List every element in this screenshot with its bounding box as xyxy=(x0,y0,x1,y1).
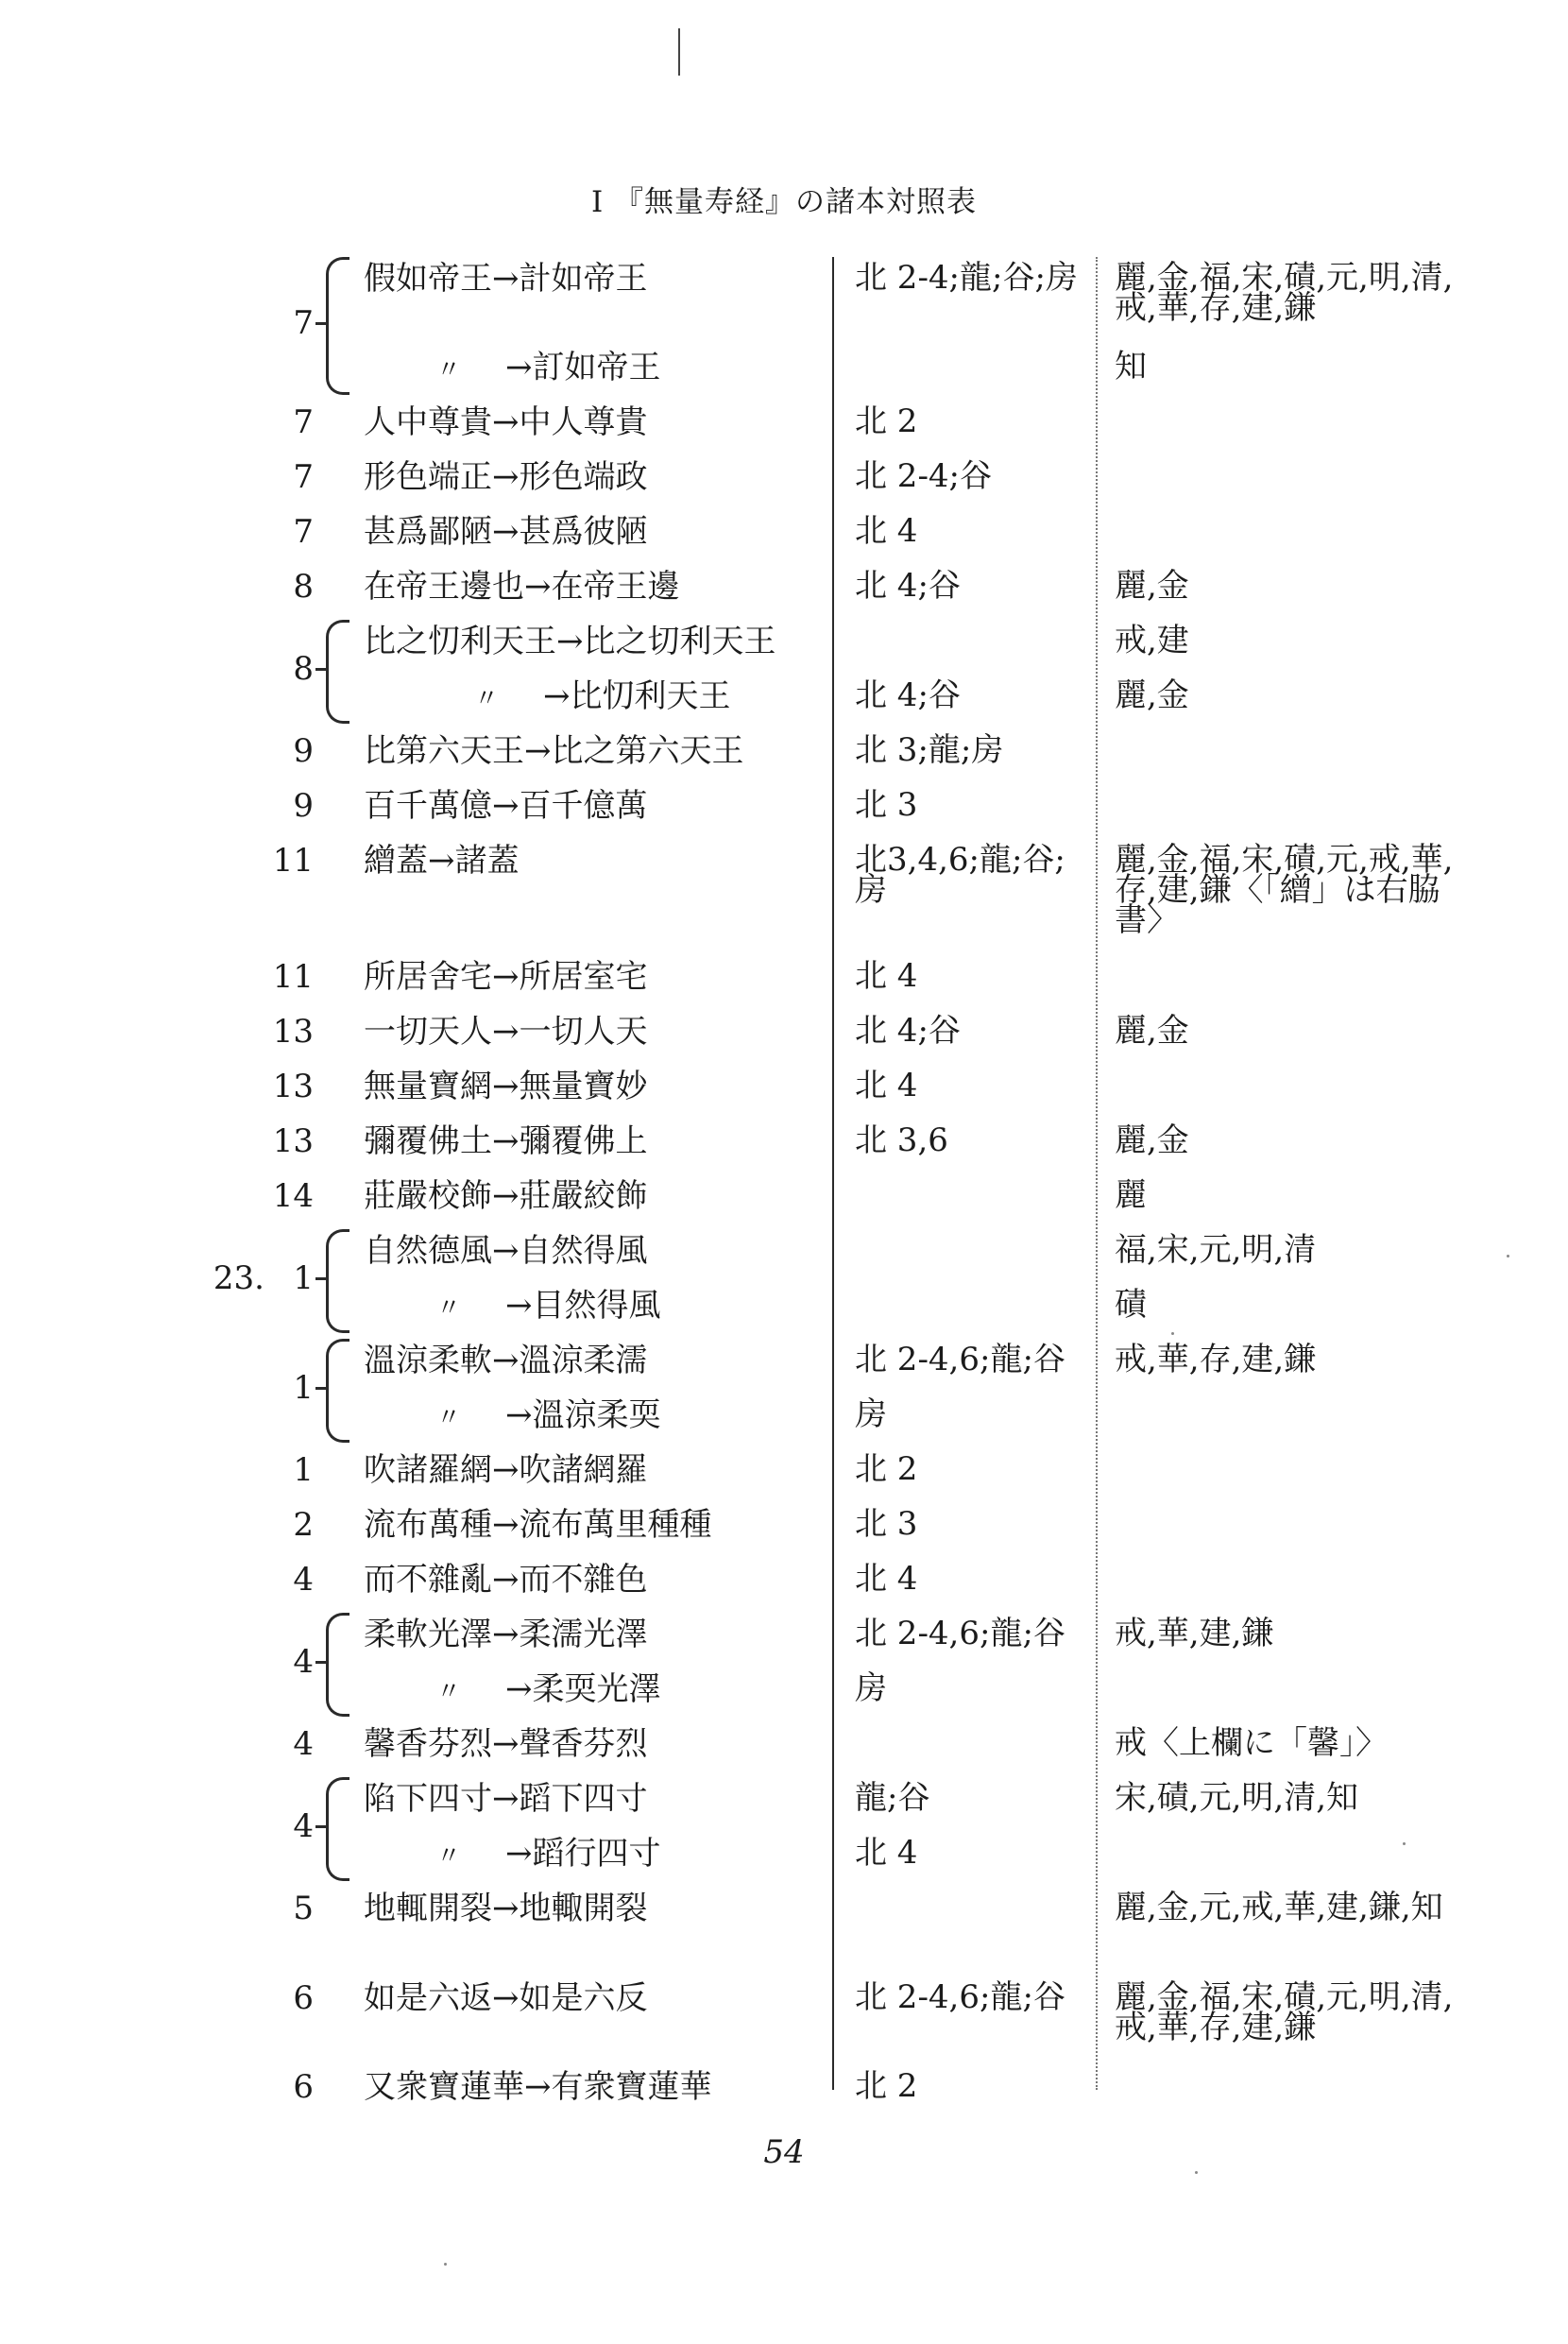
variant-reading: 比第六天王→比之第六天王 xyxy=(364,732,744,770)
manuscript-witnesses: 北 4;谷 xyxy=(855,1012,961,1050)
printed-editions: 宋,磧,元,明,清,知 xyxy=(1115,1779,1359,1817)
variant-text: →柔耎光澤 xyxy=(505,1670,661,1708)
variant-reading: 馨香芬烈→聲香芬烈 xyxy=(364,1725,648,1763)
variant-reading: 甚爲鄙陋→甚爲彼陋 xyxy=(364,513,648,551)
manuscript-witnesses: 北 2 xyxy=(855,402,918,440)
variant-reading: 吹諸羅網→吹諸網羅 xyxy=(364,1451,648,1489)
variant-reading: 彌覆佛土→彌覆佛上 xyxy=(364,1122,648,1160)
manuscript-witnesses: 北 4 xyxy=(855,957,918,995)
line-number: 9 xyxy=(293,787,314,825)
column-rule-dotted xyxy=(1096,257,1098,2090)
variant-reading xyxy=(364,1670,661,1708)
brace-bracket xyxy=(326,1613,349,1717)
paper-speck xyxy=(1195,2171,1198,2174)
brace-point xyxy=(315,1387,329,1390)
variant-reading: 假如帝王→計如帝王 xyxy=(364,260,648,298)
printed-editions: 戒,華,建,鎌 xyxy=(1115,1615,1274,1652)
printed-editions: 麗,金,福,宋,磧,元,戒,華,存,建,鎌〈「繒」は右脇書〉 xyxy=(1115,841,1454,939)
group-line-number: 4 xyxy=(293,1643,314,1681)
variant-reading: 地輒開裂→地輙開裂 xyxy=(364,1890,648,1927)
line-number: 8 xyxy=(293,568,314,606)
column-rule-solid xyxy=(832,257,834,2090)
line-number: 6 xyxy=(293,1979,314,2017)
manuscript-witnesses: 北 3;龍;房 xyxy=(855,731,1004,769)
manuscript-witnesses: 北 2 xyxy=(855,1450,918,1488)
line-number: 9 xyxy=(293,732,314,770)
manuscript-witnesses: 北 4;谷 xyxy=(855,567,961,605)
variant-reading: 又衆寶蓮華→有衆寶蓮華 xyxy=(364,2068,712,2106)
variant-reading: 陷下四寸→蹈下四寸 xyxy=(364,1780,648,1818)
variant-reading: 無量寶網→無量寶妙 xyxy=(364,1068,648,1105)
variant-reading xyxy=(364,1396,661,1434)
brace-bracket xyxy=(326,1777,349,1881)
printed-editions: 麗,金,元,戒,華,建,鎌,知 xyxy=(1115,1889,1443,1926)
ditto-mark: 〃 xyxy=(435,1842,461,1871)
group-line-number: 1 xyxy=(293,1259,314,1297)
brace-bracket xyxy=(326,1229,349,1333)
manuscript-witnesses: 北 2-4,6;龍;谷 xyxy=(855,1978,1065,2016)
line-number: 11 xyxy=(272,842,314,880)
manuscript-witnesses: 北 2-4;龍;谷;房 xyxy=(855,259,1078,297)
printed-editions: 麗 xyxy=(1115,1176,1147,1214)
manuscript-witnesses: 北 2-4,6;龍;谷 xyxy=(855,1341,1065,1378)
line-number: 4 xyxy=(293,1725,314,1763)
running-head: Ⅰ 『無量寿経』の諸本対照表 xyxy=(590,185,978,219)
brace-point xyxy=(315,1661,329,1664)
manuscript-witnesses: 房 xyxy=(855,1395,887,1433)
manuscript-witnesses: 北3,4,6;龍;谷;房 xyxy=(855,841,1065,909)
printed-editions: 知 xyxy=(1115,348,1147,385)
line-number: 13 xyxy=(272,1122,314,1160)
line-number: 14 xyxy=(272,1177,314,1215)
line-number: 6 xyxy=(293,2068,314,2106)
group-line-number: 4 xyxy=(293,1807,314,1845)
brace-bracket xyxy=(326,620,349,724)
variant-reading: 而不雜亂→而不雜色 xyxy=(364,1561,648,1599)
variant-reading: 如是六返→如是六反 xyxy=(364,1979,648,2017)
variant-reading xyxy=(364,1287,661,1325)
manuscript-witnesses: 北 3,6 xyxy=(855,1121,948,1159)
printed-editions: 戒,華,存,建,鎌 xyxy=(1115,1341,1317,1378)
paper-speck xyxy=(1171,1332,1174,1335)
line-number: 13 xyxy=(272,1013,314,1051)
paper-speck xyxy=(444,2263,447,2266)
manuscript-witnesses: 龍;谷 xyxy=(855,1779,930,1817)
line-number: 7 xyxy=(293,513,314,551)
variant-reading: 所居舍宅→所居室宅 xyxy=(364,958,648,996)
variant-text: →比忉利天王 xyxy=(543,677,731,715)
ditto-mark: 〃 xyxy=(473,685,499,713)
variant-reading: 形色端正→形色端政 xyxy=(364,458,648,496)
variant-reading: 流布萬種→流布萬里種種 xyxy=(364,1506,712,1544)
variant-reading: 莊嚴校飾→莊嚴絞飾 xyxy=(364,1177,648,1215)
page-number: 54 xyxy=(763,2133,805,2171)
manuscript-witnesses: 北 4 xyxy=(855,1067,918,1104)
variant-reading: 自然德風→自然得風 xyxy=(364,1232,648,1270)
printed-editions: 麗,金 xyxy=(1115,1012,1189,1050)
variant-reading: 在帝王邊也→在帝王邊 xyxy=(364,568,680,606)
line-number: 1 xyxy=(293,1451,314,1489)
variant-reading: 溫涼柔軟→溫涼柔濡 xyxy=(364,1342,648,1379)
printed-editions: 麗,金 xyxy=(1115,567,1189,605)
ditto-mark: 〃 xyxy=(435,1404,461,1432)
variant-reading: 繒蓋→諸蓋 xyxy=(364,842,520,880)
manuscript-witnesses: 北 4;谷 xyxy=(855,676,961,714)
manuscript-witnesses: 北 3 xyxy=(855,1505,918,1543)
manuscript-witnesses: 北 2-4;谷 xyxy=(855,457,993,495)
paper-speck xyxy=(1403,1842,1406,1845)
printed-editions: 磧 xyxy=(1115,1286,1147,1324)
printed-editions: 麗,金 xyxy=(1115,676,1189,714)
brace-point xyxy=(315,1825,329,1828)
printed-editions: 麗,金,福,宋,磧,元,明,清,戒,華,存,建,鎌 xyxy=(1115,259,1454,327)
ditto-mark: 〃 xyxy=(435,1294,461,1323)
line-number: 5 xyxy=(293,1890,314,1927)
variant-text: →蹈行四寸 xyxy=(505,1835,661,1873)
variant-reading xyxy=(364,677,731,715)
manuscript-witnesses: 北 2 xyxy=(855,2067,918,2105)
manuscript-witnesses: 房 xyxy=(855,1669,887,1707)
manuscript-witnesses: 北 4 xyxy=(855,512,918,550)
top-binding-line xyxy=(678,28,680,76)
ditto-mark: 〃 xyxy=(435,1678,461,1706)
variant-text: →目然得風 xyxy=(505,1287,661,1325)
line-number: 7 xyxy=(293,458,314,496)
printed-editions: 麗,金 xyxy=(1115,1121,1189,1159)
line-number: 7 xyxy=(293,403,314,441)
paper-speck xyxy=(1507,1255,1509,1258)
manuscript-witnesses: 北 3 xyxy=(855,786,918,824)
variant-reading: 一切天人→一切人天 xyxy=(364,1013,648,1051)
line-number: 4 xyxy=(293,1561,314,1599)
printed-editions: 福,宋,元,明,清 xyxy=(1115,1231,1317,1269)
variant-reading: 比之忉利天王→比之切利天王 xyxy=(364,623,776,660)
group-line-number: 7 xyxy=(293,304,314,342)
line-number: 13 xyxy=(272,1068,314,1105)
brace-point xyxy=(315,1277,329,1280)
variant-text: →溫涼柔耎 xyxy=(505,1396,661,1434)
line-number: 11 xyxy=(272,958,314,996)
printed-editions: 麗,金,福,宋,磧,元,明,清,戒,華,存,建,鎌 xyxy=(1115,1978,1454,2046)
manuscript-witnesses: 北 4 xyxy=(855,1834,918,1872)
ditto-mark: 〃 xyxy=(435,356,461,385)
group-line-number: 8 xyxy=(293,650,314,688)
printed-editions: 戒,建 xyxy=(1115,622,1189,659)
variant-reading xyxy=(364,1835,661,1873)
variant-reading: 柔軟光澤→柔濡光澤 xyxy=(364,1616,648,1653)
brace-point xyxy=(315,322,329,325)
group-line-number: 1 xyxy=(293,1369,314,1407)
manuscript-witnesses: 北 2-4,6;龍;谷 xyxy=(855,1615,1065,1652)
brace-point xyxy=(315,668,329,671)
variant-text: →訂如帝王 xyxy=(505,349,661,386)
manuscript-witnesses: 北 4 xyxy=(855,1560,918,1598)
variant-reading: 百千萬億→百千億萬 xyxy=(364,787,648,825)
brace-bracket xyxy=(326,257,349,395)
section-number: 23. xyxy=(213,1259,264,1297)
line-number: 2 xyxy=(293,1506,314,1544)
variant-reading xyxy=(364,351,661,386)
printed-editions: 戒〈上欄に「馨」〉 xyxy=(1115,1724,1388,1762)
brace-bracket xyxy=(326,1339,349,1443)
variant-reading: 人中尊貴→中人尊貴 xyxy=(364,403,648,441)
